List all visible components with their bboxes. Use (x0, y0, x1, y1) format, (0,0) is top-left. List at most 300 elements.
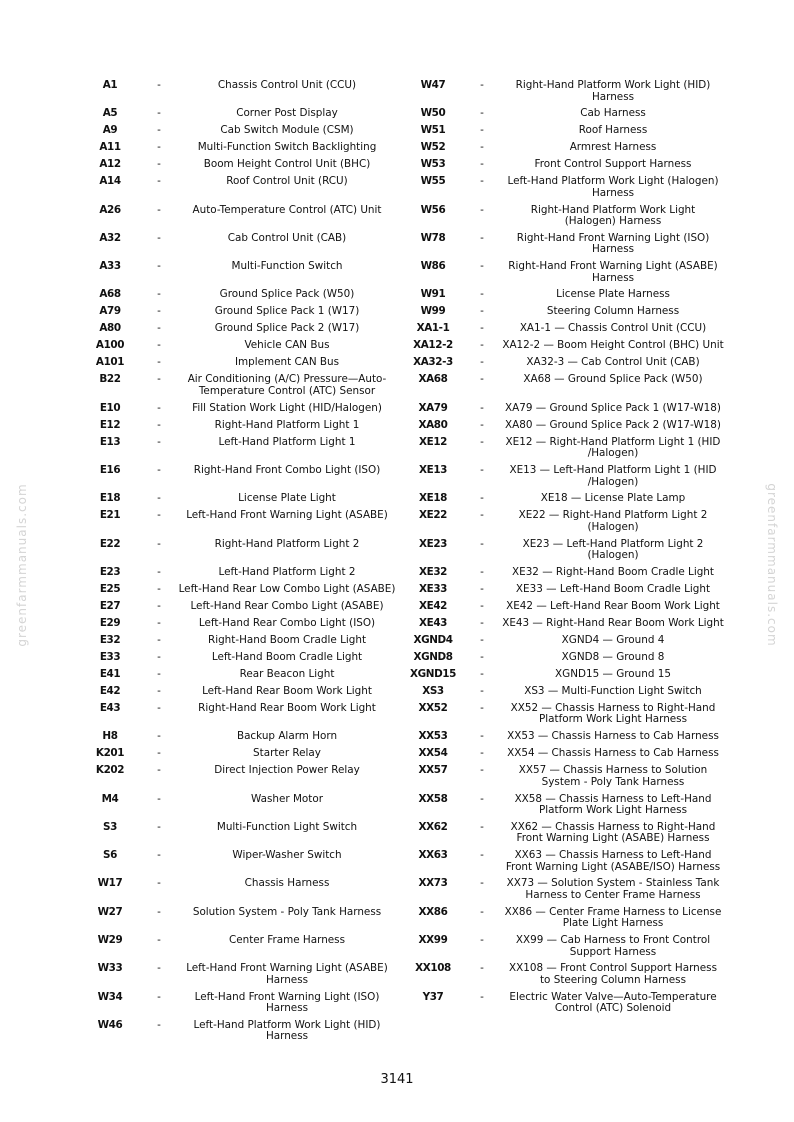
component-code: W29 (97, 934, 123, 947)
separator-dash: - (480, 747, 484, 760)
separator-dash: - (480, 616, 484, 629)
separator-dash: - (157, 356, 161, 369)
component-row (404, 465, 724, 493)
separator-dash: - (157, 124, 161, 137)
component-description: Right-Hand Rear Boom Work Light (198, 701, 376, 714)
component-row (404, 323, 724, 340)
separator-dash: - (480, 537, 484, 550)
separator-dash: - (157, 650, 161, 663)
component-row (404, 510, 724, 538)
separator-dash: - (480, 401, 484, 414)
component-code: A33 (99, 260, 121, 273)
component-row (404, 850, 724, 878)
component-code: Y37 (422, 990, 444, 1003)
separator-dash: - (157, 141, 161, 154)
component-description: Left-Hand Platform Work Light (HID) Harness (193, 1018, 381, 1043)
component-row (404, 340, 724, 357)
component-description: Cab Control Unit (CAB) (227, 231, 347, 244)
component-code: XX108 (415, 962, 451, 975)
component-description: XGND8 — Ground 8 (561, 650, 665, 663)
separator-dash: - (480, 124, 484, 137)
separator-dash: - (157, 537, 161, 550)
component-row (404, 878, 724, 906)
component-description: Air Conditioning (A/C) Pressure—Auto- Temperature Control (ATC) Sensor (187, 373, 387, 397)
component-row (80, 510, 396, 538)
component-code: A12 (99, 158, 121, 171)
component-code: XE43 (419, 616, 447, 629)
separator-dash: - (480, 990, 484, 1003)
separator-dash: - (480, 905, 484, 918)
separator-dash: - (157, 849, 161, 862)
separator-dash: - (157, 616, 161, 629)
component-row (404, 357, 724, 374)
component-code: XX99 (418, 934, 448, 947)
separator-dash: - (157, 962, 161, 975)
component-row (80, 108, 396, 125)
separator-dash: - (157, 509, 161, 522)
component-code: XX53 (418, 730, 448, 743)
separator-dash: - (480, 701, 484, 714)
separator-dash: - (480, 373, 484, 386)
component-code: E22 (99, 537, 121, 550)
component-description: Left-Hand Platform Light 2 (218, 565, 356, 578)
component-description: XGND15 — Ground 15 (555, 667, 671, 680)
separator-dash: - (480, 509, 484, 522)
separator-dash: - (157, 565, 161, 578)
component-list-left (80, 80, 396, 1048)
separator-dash: - (157, 288, 161, 301)
component-description: Vehicle CAN Bus (244, 339, 330, 352)
component-code: XE32 (419, 565, 447, 578)
component-row (404, 748, 724, 765)
component-code: E42 (99, 684, 121, 697)
component-row (404, 176, 724, 204)
separator-dash: - (480, 962, 484, 975)
component-code: M4 (101, 792, 119, 805)
component-row (404, 935, 724, 963)
component-description: Right-Hand Front Warning Light (ISO) Harness (516, 231, 710, 256)
separator-dash: - (480, 877, 484, 890)
component-row (80, 935, 396, 963)
separator-dash: - (480, 849, 484, 862)
separator-dash: - (157, 203, 161, 216)
separator-dash: - (480, 820, 484, 833)
component-row (80, 233, 396, 261)
component-code: E16 (99, 464, 121, 477)
component-row (404, 125, 724, 142)
component-code: A5 (102, 107, 118, 120)
component-description: Washer Motor (251, 792, 323, 805)
component-code: H8 (102, 730, 118, 743)
component-description: Solution System - Poly Tank Harness (192, 905, 382, 918)
separator-dash: - (480, 730, 484, 743)
component-code: XE42 (419, 599, 447, 612)
separator-dash: - (157, 435, 161, 448)
component-row (404, 963, 724, 991)
component-code: XE22 (419, 509, 447, 522)
separator-dash: - (480, 231, 484, 244)
separator-dash: - (480, 633, 484, 646)
component-row (80, 635, 396, 652)
component-row (404, 539, 724, 567)
component-description: Ground Splice Pack 1 (W17) (214, 305, 360, 318)
component-code: XX52 (418, 701, 448, 714)
component-row (80, 205, 396, 233)
separator-dash: - (480, 203, 484, 216)
separator-dash: - (480, 764, 484, 777)
component-code: E25 (99, 582, 121, 595)
separator-dash: - (480, 322, 484, 335)
separator-dash: - (157, 260, 161, 273)
separator-dash: - (157, 667, 161, 680)
component-row (404, 437, 724, 465)
component-row (80, 584, 396, 601)
component-code: XX54 (418, 747, 448, 760)
component-code: E33 (99, 650, 121, 663)
component-code: A32 (99, 231, 121, 244)
component-description: XX73 — Solution System - Stainless Tank Harness to Center Frame Harness (506, 877, 720, 901)
component-code: A26 (99, 203, 121, 216)
component-row (80, 850, 396, 878)
component-row (80, 878, 396, 906)
component-code: XA1-1 (416, 322, 450, 335)
component-description: XX54 — Chassis Harness to Cab Harness (507, 747, 719, 760)
component-code: W78 (420, 231, 446, 244)
component-code: XE13 (419, 464, 447, 477)
component-row (404, 669, 724, 686)
component-code: E43 (99, 701, 121, 714)
component-row (404, 765, 724, 793)
component-row (404, 289, 724, 306)
component-row (80, 703, 396, 731)
component-row (80, 176, 396, 204)
component-code: XE12 (419, 435, 447, 448)
component-code: E10 (99, 401, 121, 414)
component-code: E32 (99, 633, 121, 646)
component-code: W34 (97, 990, 123, 1003)
component-description: Multi-Function Switch (231, 260, 343, 273)
component-code: XA68 (418, 373, 448, 386)
separator-dash: - (480, 305, 484, 318)
component-row (80, 80, 396, 108)
component-code: XA80 (418, 418, 448, 431)
component-description: License Plate Light (238, 492, 336, 505)
component-description: Right-Hand Front Combo Light (ISO) (193, 464, 381, 477)
component-row (80, 357, 396, 374)
component-row (80, 403, 396, 420)
component-row (404, 652, 724, 669)
component-description: Electric Water Valve—Auto-Temperature Control (ATC) Solenoid (509, 990, 717, 1015)
component-description: XX63 — Chassis Harness to Left-Hand Front Warning Light (ASABE/ISO) Harness (505, 849, 721, 873)
component-row (80, 374, 396, 402)
component-description: XX86 — Center Frame Harness to License Plate Light Harness (504, 905, 722, 930)
component-code: XA12-2 (413, 339, 453, 352)
component-row (80, 748, 396, 765)
component-description: XE33 — Left-Hand Boom Cradle Light (515, 582, 711, 595)
component-code: W52 (420, 141, 446, 154)
component-description: XE42 — Left-Hand Rear Boom Work Light (506, 599, 720, 612)
component-row (80, 765, 396, 793)
separator-dash: - (157, 492, 161, 505)
component-row (80, 539, 396, 567)
component-description: Right-Hand Platform Light 2 (214, 537, 360, 550)
component-code: W51 (420, 124, 446, 137)
separator-dash: - (480, 339, 484, 352)
separator-dash: - (157, 582, 161, 595)
component-row (80, 567, 396, 584)
component-code: XE23 (419, 537, 447, 550)
component-description: Left-Hand Rear Boom Work Light (202, 684, 372, 697)
component-row (80, 963, 396, 991)
component-description: XX53 — Chassis Harness to Cab Harness (507, 730, 719, 743)
component-description: XE43 — Right-Hand Rear Boom Work Light (502, 616, 724, 629)
component-description: XX62 — Chassis Harness to Right-Hand Front Warning Light (ASABE) Harness (510, 820, 716, 845)
separator-dash: - (480, 464, 484, 477)
component-code: XX62 (418, 820, 448, 833)
watermark-right: greenfarmmanuals.com (765, 483, 779, 647)
component-description: XX57 — Chassis Harness to Solution System - Poly Tank Harness (518, 764, 708, 788)
component-row (80, 794, 396, 822)
separator-dash: - (157, 373, 161, 386)
component-description: Left-Hand Front Warning Light (ASABE) Harness (186, 962, 388, 986)
component-row (404, 822, 724, 850)
component-code: S6 (103, 849, 117, 862)
separator-dash: - (480, 79, 484, 91)
component-description: Right-Hand Platform Light 1 (214, 418, 360, 431)
component-row (404, 159, 724, 176)
component-code: W47 (420, 79, 446, 91)
component-code: A80 (99, 322, 121, 335)
separator-dash: - (480, 667, 484, 680)
component-description: XX108 — Front Control Support Harness to Steering Column Harness (509, 962, 717, 986)
component-code: A11 (99, 141, 121, 154)
component-description: Starter Relay (253, 747, 321, 760)
component-description: XA1-1 — Chassis Control Unit (CCU) (519, 322, 707, 335)
component-row (404, 907, 724, 935)
separator-dash: - (157, 107, 161, 120)
component-description: Roof Control Unit (RCU) (226, 175, 348, 188)
component-row (404, 306, 724, 323)
separator-dash: - (157, 305, 161, 318)
component-code: W53 (420, 158, 446, 171)
component-row (80, 731, 396, 748)
component-description: Direct Injection Power Relay (214, 764, 360, 777)
separator-dash: - (157, 747, 161, 760)
component-description: Chassis Control Unit (CCU) (217, 79, 357, 91)
component-code: XE18 (419, 492, 447, 505)
separator-dash: - (480, 260, 484, 273)
component-row (404, 233, 724, 261)
component-code: XX73 (418, 877, 448, 890)
component-row (404, 403, 724, 420)
separator-dash: - (157, 322, 161, 335)
separator-dash: - (480, 175, 484, 188)
component-code: W91 (420, 288, 446, 301)
component-code: A100 (95, 339, 125, 352)
component-description: XA68 — Ground Splice Pack (W50) (523, 373, 703, 386)
separator-dash: - (157, 599, 161, 612)
component-row (404, 108, 724, 125)
component-description: Roof Harness (578, 124, 648, 137)
component-code: W46 (97, 1018, 123, 1031)
component-description: Cab Harness (580, 107, 646, 120)
separator-dash: - (480, 107, 484, 120)
component-description: XE22 — Right-Hand Platform Light 2 (Halogen) (518, 509, 708, 533)
component-description: Center Frame Harness (228, 934, 346, 947)
separator-dash: - (157, 231, 161, 244)
separator-dash: - (480, 141, 484, 154)
separator-dash: - (480, 288, 484, 301)
component-code: E23 (99, 565, 121, 578)
component-code: XE33 (419, 582, 447, 595)
component-description: Auto-Temperature Control (ATC) Unit (192, 203, 382, 216)
component-code: XX57 (418, 764, 448, 777)
separator-dash: - (480, 582, 484, 595)
component-code: XX58 (418, 792, 448, 805)
component-description: XS3 — Multi-Function Light Switch (524, 684, 702, 697)
component-code: A1 (102, 79, 118, 91)
component-row (404, 601, 724, 618)
component-code: E29 (99, 616, 121, 629)
separator-dash: - (480, 158, 484, 171)
component-description: Rear Beacon Light (239, 667, 335, 680)
separator-dash: - (480, 684, 484, 697)
component-code: S3 (103, 820, 117, 833)
separator-dash: - (157, 339, 161, 352)
component-description: XX99 — Cab Harness to Front Control Support Harness (515, 934, 711, 958)
separator-dash: - (157, 730, 161, 743)
component-description: Right-Hand Boom Cradle Light (207, 633, 367, 646)
component-description: Front Control Support Harness (534, 158, 692, 171)
separator-dash: - (157, 764, 161, 777)
component-row (80, 323, 396, 340)
separator-dash: - (480, 934, 484, 947)
separator-dash: - (157, 418, 161, 431)
component-description: Left-Hand Platform Light 1 (218, 435, 356, 448)
component-row (80, 618, 396, 635)
component-row (404, 584, 724, 601)
component-description: XE18 — License Plate Lamp (540, 492, 686, 505)
component-row (80, 142, 396, 159)
component-row (404, 80, 724, 108)
separator-dash: - (157, 820, 161, 833)
separator-dash: - (157, 1018, 161, 1031)
component-description: XA80 — Ground Splice Pack 2 (W17-W18) (505, 418, 721, 431)
component-description: Left-Hand Platform Work Light (Halogen) Harness (507, 175, 719, 199)
separator-dash: - (157, 990, 161, 1003)
separator-dash: - (480, 356, 484, 369)
component-code: W27 (97, 905, 123, 918)
component-code: XA32-3 (413, 356, 453, 369)
separator-dash: - (480, 565, 484, 578)
separator-dash: - (157, 701, 161, 714)
component-row (80, 306, 396, 323)
component-row (404, 142, 724, 159)
component-row (80, 992, 396, 1020)
component-row (404, 992, 724, 1020)
component-description: Left-Hand Rear Combo Light (ASABE) (190, 599, 384, 612)
component-code: A14 (99, 175, 121, 188)
separator-dash: - (157, 905, 161, 918)
component-description: XE12 — Right-Hand Platform Light 1 (HID /Halogen) (505, 435, 721, 460)
component-row (404, 261, 724, 289)
component-code: E18 (99, 492, 121, 505)
component-code: A68 (99, 288, 121, 301)
component-description: XGND4 — Ground 4 (561, 633, 665, 646)
component-description: Multi-Function Light Switch (216, 820, 358, 833)
component-description: Corner Post Display (236, 107, 338, 120)
separator-dash: - (157, 158, 161, 171)
component-code: A101 (95, 356, 125, 369)
separator-dash: - (480, 492, 484, 505)
component-description: XA12-2 — Boom Height Control (BHC) Unit (502, 339, 724, 352)
component-code: B22 (99, 373, 121, 386)
component-code: E27 (99, 599, 121, 612)
component-row (404, 374, 724, 402)
component-code: K201 (95, 747, 125, 760)
component-row (404, 618, 724, 635)
component-description: XA32-3 — Cab Control Unit (CAB) (526, 356, 700, 369)
component-row (80, 420, 396, 437)
component-row (404, 794, 724, 822)
separator-dash: - (157, 79, 161, 91)
watermark-left: greenfarmmanuals.com (15, 483, 29, 647)
component-code: W56 (420, 203, 446, 216)
separator-dash: - (480, 435, 484, 448)
component-description: Left-Hand Front Warning Light (ISO) Harness (194, 990, 380, 1015)
component-row (80, 437, 396, 465)
component-description: Left-Hand Boom Cradle Light (211, 650, 363, 663)
component-row (80, 1020, 396, 1048)
component-code: XGND4 (413, 633, 453, 646)
component-row (80, 669, 396, 686)
component-row (404, 493, 724, 510)
component-row (404, 703, 724, 731)
component-code: W55 (420, 175, 446, 188)
separator-dash: - (157, 684, 161, 697)
component-row (80, 159, 396, 176)
component-description: Left-Hand Front Warning Light (ASABE) (186, 509, 388, 522)
separator-dash: - (157, 877, 161, 890)
component-description: Left-Hand Rear Combo Light (ISO) (198, 616, 376, 629)
separator-dash: - (157, 934, 161, 947)
component-description: Ground Splice Pack (W50) (219, 288, 355, 301)
component-description: Chassis Harness (244, 877, 330, 890)
separator-dash: - (157, 633, 161, 646)
separator-dash: - (480, 599, 484, 612)
component-code: XX63 (418, 849, 448, 862)
component-row (404, 731, 724, 748)
component-code: E41 (99, 667, 121, 680)
component-row (80, 652, 396, 669)
component-code: W50 (420, 107, 446, 120)
component-code: XGND8 (413, 650, 453, 663)
component-code: W99 (420, 305, 446, 318)
component-code: XA79 (418, 401, 448, 414)
component-description: XX58 — Chassis Harness to Left-Hand Platform Work Light Harness (514, 792, 712, 817)
component-row (80, 601, 396, 618)
component-code: W17 (97, 877, 123, 890)
component-description: Right-Hand Platform Work Light (HID) Harness (515, 79, 711, 103)
separator-dash: - (157, 792, 161, 805)
component-row (80, 493, 396, 510)
component-description: Fill Station Work Light (HID/Halogen) (192, 401, 382, 414)
separator-dash: - (480, 792, 484, 805)
component-code: XGND15 (410, 667, 456, 680)
component-description: Multi-Function Switch Backlighting (197, 141, 377, 154)
component-row (404, 420, 724, 437)
component-description: Wiper-Washer Switch (232, 849, 342, 862)
